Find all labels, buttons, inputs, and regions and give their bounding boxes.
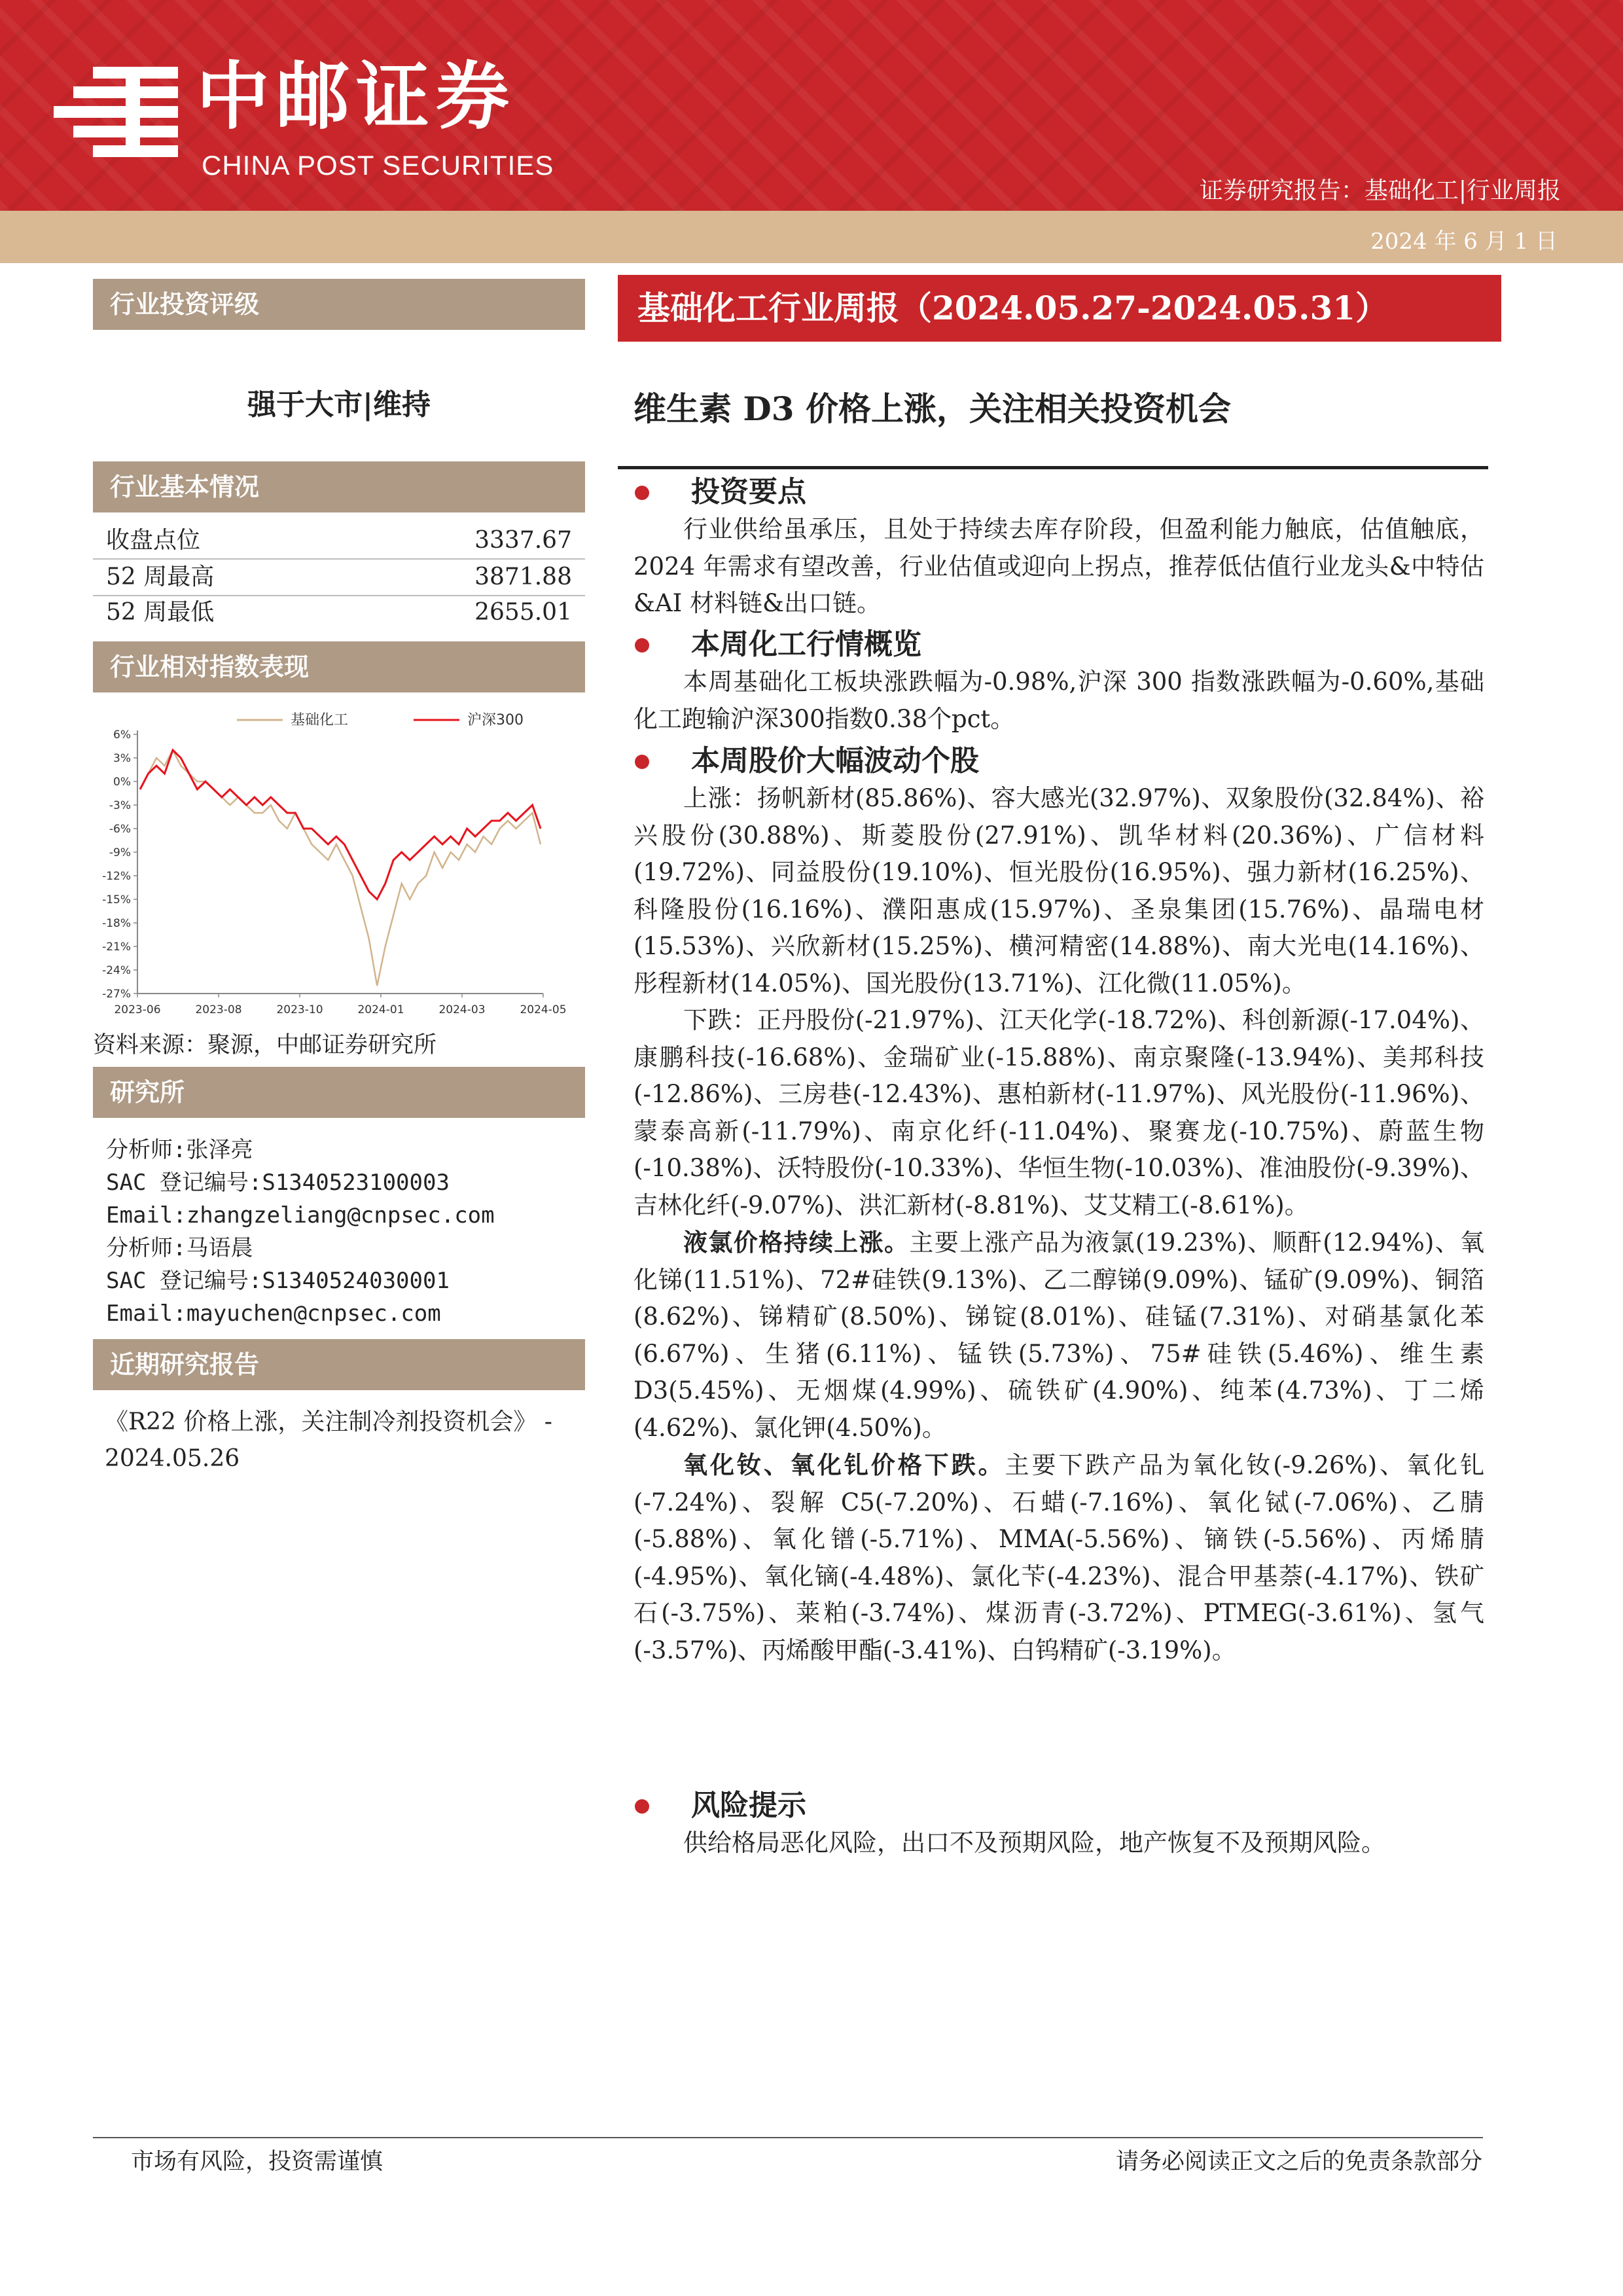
section-heading: 投资要点 [633,473,1484,511]
y-tick-label: -3% [109,799,131,812]
footer-disclaimer-note: 请务必阅读正文之后的免责条款部分 [1115,2149,1482,2175]
industry-rating: 强于大市|维持 [247,388,431,422]
report-type: 证券研究报告：基础化工|行业周报 [1199,177,1561,204]
x-tick-label: 2023-06 [114,1003,161,1016]
x-tick-label: 2024-05 [520,1003,567,1016]
china-post-logo-icon [54,67,178,158]
basics-label: 52 周最低 [106,599,215,626]
paragraph: 本周基础化工板块涨跌幅为-0.98%,沪深 300 指数涨跌幅为-0.60%,基础化工跑输沪深300指数0.38个pct。 [633,668,1484,733]
section-heading: 本周股价大幅波动个股 [633,742,1484,780]
y-tick-label: -24% [102,964,131,977]
performance-header: 行业相对指数表现 [93,641,585,692]
basics-value: 3337.67 [474,527,572,554]
report-title: 基础化工行业周报（2024.05.27-2024.05.31） [618,275,1501,342]
basics-label: 收盘点位 [106,527,201,554]
bullet-icon [635,1799,649,1814]
y-tick-label: -15% [102,893,131,906]
section-investment-points [633,473,1484,622]
gainers-paragraph: 上涨：扬帆新材(85.86%)、容大感光(32.97%)、双象股份(32.84%)、裕兴股份(30.88%)、斯菱股份(27.91%)、凯华材料(20.36%)、广信材料(19.72%)、同益股份(19.10%)、恒光股份(16.95%)、强力新材(16.25%)、科隆股份(16.16%)、濮阳惠成(15.97%)、圣泉集团(15.76%)、晶瑞电材(15.53%)、兴欣新材(15.25%)、横河精密(14.88%)、南大光电(14.16%)、彤程新材(14.05%)、国光股份(13.71%)、江化微(11.05%)。 [633,784,1484,997]
y-tick-label: 3% [113,752,131,765]
basics-value: 3871.88 [474,564,572,590]
report-date: 2024 年 6 月 1 日 [1370,228,1558,255]
basics-row [106,596,572,630]
recent-report-link[interactable]: 《R22 价格上涨，关注制冷剂投资机会》 - 2024.05.26 [105,1408,552,1472]
bullet-icon [635,638,649,653]
y-tick-label: -9% [109,846,131,859]
section-market-overview [633,626,1484,738]
price-down-paragraph [633,1446,1484,1669]
y-tick-label: -12% [102,870,131,883]
section-risk [633,1787,1484,1862]
brand-name-cn: 中邮证券 [196,54,516,139]
section-heading: 本周化工行情概览 [633,626,1484,664]
price-up-lead: 液氯价格持续上涨。 [683,1228,910,1257]
paragraph: 行业供给虽承压，且处于持续去库存阶段，但盈利能力触底，估值触底，2024 年需求有望改善，行业估值或迎向上拐点，推荐低估值行业龙头&中特估&AI 材料链&出口链。 [633,515,1484,617]
price-down-body: 主要下跌产品为氧化钕(-9.26%)、氧化钆(-7.24%)、裂解 C5(-7.20%)、石蜡(-7.16%)、氧化铽(-7.06%)、乙腈(-5.88%)、氧化镨(-5.71%)、MMA(-5.56%)、镝铁(-5.56%)、丙烯腈(-4.95%)、氧化镝(-4.48%)、氯化苄(-4.23%)、混合甲基萘(-4.17%)、铁矿石(-3.75%)、莱粕(-3.74%)、煤沥青(-3.72%)、PTMEG(-3.61%)、氢气(-3.57%)、丙烯酸甲酯(-3.41%)、白钨精矿(-3.19%)。 [633,1451,1484,1664]
x-tick-label: 2023-08 [195,1003,242,1016]
y-tick-label: -21% [102,941,131,954]
brand-name-en: CHINA POST SECURITIES [202,150,554,181]
analyst-line: SAC 登记编号:S1340524030001 [106,1268,450,1294]
y-tick-label: -27% [102,988,131,1001]
basics-value: 2655.01 [474,599,572,626]
performance-chart-svg [93,707,585,1028]
basics-header: 行业基本情况 [93,461,585,512]
analyst-email[interactable]: Email:zhangzeliang@cnpsec.com [106,1202,495,1229]
relative-performance-chart [93,707,585,1028]
rating-header: 行业投资评级 [93,279,585,330]
y-tick-label: -6% [109,823,131,836]
title-rule [618,466,1488,469]
bullet-icon [635,755,649,769]
recent-reports-header: 近期研究报告 [93,1339,585,1390]
y-tick-label: 6% [113,728,131,742]
y-tick-label: -18% [102,917,131,930]
section-stock-movers [633,742,1484,1669]
paragraph: 供给格局恶化风险，出口不及预期风险，地产恢复不及预期风险。 [683,1829,1385,1857]
x-tick-label: 2024-03 [438,1003,486,1016]
analyst-line: SAC 登记编号:S1340523100003 [106,1170,450,1196]
report-subtitle: 维生素 D3 价格上涨，关注相关投资机会 [633,389,1231,428]
basics-row [106,524,572,558]
x-tick-label: 2024-01 [357,1003,404,1016]
analyst-line: 分析师:张泽亮 [106,1137,253,1163]
footer-rule [93,2137,1483,2138]
series-line [140,750,541,899]
analyst-line: 分析师:马语晨 [106,1235,253,1261]
institute-header: 研究所 [93,1067,585,1118]
price-up-body: 主要上涨产品为液氯(19.23%)、顺酐(12.94%)、氧化锑(11.51%)、72#硅铁(9.13%)、乙二醇锑(9.09%)、锰矿(9.09%)、铜箔(8.62%)、锑精矿(8.50%)、锑锭(8.01%)、硅锰(7.31%)、对硝基氯化苯(6.67%)、生猪(6.11%)、锰铁(5.73%)、75#硅铁(5.46%)、维生素 D3(5.45%)、无烟煤(4.99%)、硫铁矿(4.90%)、纯苯(4.73%)、丁二烯(4.62%)、氯化钾(4.50%)。 [633,1229,1485,1442]
price-up-paragraph [633,1224,1484,1446]
price-down-lead: 氧化钕、氧化钆价格下跌。 [683,1450,1005,1479]
bullet-icon [635,486,649,500]
section-heading: 风险提示 [633,1787,1484,1825]
analyst-email[interactable]: Email:mayuchen@cnpsec.com [106,1300,441,1327]
chart-source: 资料来源：聚源，中邮证券研究所 [93,1032,437,1058]
y-tick-label: 0% [113,776,131,789]
legend-label: 沪深300 [467,712,524,728]
losers-paragraph: 下跌：正丹股份(-21.97%)、江天化学(-18.72%)、科创新源(-17.04%)、康鹏科技(-16.68%)、金瑞矿业(-15.88%)、南京聚隆(-13.94%)、美邦科技(-12.86%)、三房巷(-12.43%)、惠柏新材(-11.97%)、风光股份(-11.96%)、蒙泰高新(-11.79%)、南京化纤(-11.04%)、聚赛龙(-10.75%)、蔚蓝生物(-10.38%)、沃特股份(-10.33%)、华恒生物(-10.03%)、准油股份(-9.39%)、吉林化纤(-9.07%)、洪汇新材(-8.81%)、艾艾精工(-8.61%)。 [633,1006,1484,1219]
divider [93,558,585,560]
basics-row [106,560,572,594]
footer-risk-note: 市场有风险，投资需谨慎 [131,2149,383,2175]
legend-label: 基础化工 [291,712,349,728]
basics-label: 52 周最高 [106,564,215,590]
x-tick-label: 2023-10 [276,1003,323,1016]
